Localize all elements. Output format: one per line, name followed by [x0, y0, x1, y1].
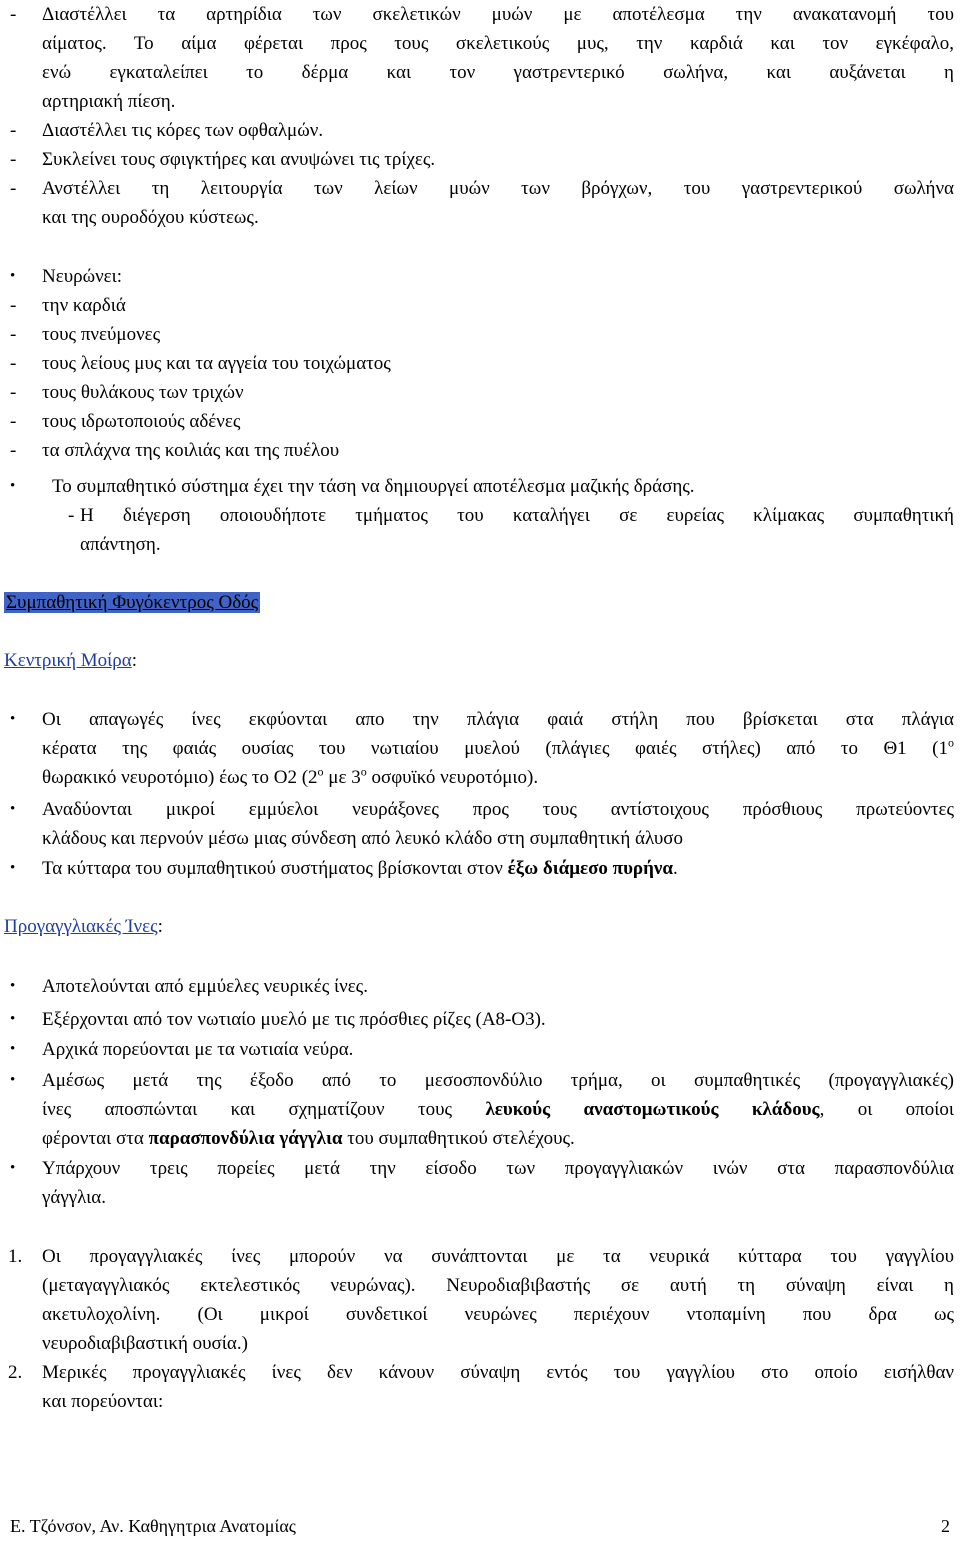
subsection-heading: Προγαγγλιακές Ίνες:	[4, 916, 163, 937]
text-line: φέρονται στα παρασπονδύλια γάγγλια του συμπαθητικού στελέχους.	[42, 1128, 575, 1149]
text-line: Διαστέλλει τις κόρες των οφθαλμών.	[42, 120, 324, 141]
subsection-heading: Κεντρική Μοίρα:	[4, 650, 138, 671]
text-line: αρτηριακή πίεση.	[42, 91, 176, 112]
bullet-marker: •	[10, 801, 16, 817]
list-item: την καρδιά	[42, 295, 126, 316]
text-line: ίνες αποσπώνται και σχηματίζουν τους λευκούς αναστομωτικούς κλάδους, οι οποίοι	[42, 1099, 954, 1120]
dash-marker: -	[10, 411, 17, 432]
bullet-marker: •	[10, 711, 16, 727]
list-number: 2.	[8, 1362, 23, 1383]
list-item: τους θυλάκους των τριχών	[42, 382, 244, 403]
list-item: τους λείους μυς και τα αγγεία του τοιχώματος	[42, 353, 391, 374]
dash-marker: -	[10, 295, 17, 316]
text-line: και πορεύονται:	[42, 1391, 164, 1412]
text-line: απάντηση.	[80, 534, 161, 555]
text-line: Το συμπαθητικό σύστημα έχει την τάση να δημιουργεί αποτέλεσμα μαζικής δράσης.	[52, 476, 695, 497]
text-line: νευροδιαβιβαστική ουσία.)	[42, 1333, 248, 1354]
page-number: 2	[941, 1516, 950, 1536]
text-line: Αποτελούνται από εμμύελες νευρικές ίνες.	[42, 976, 368, 997]
text-line: Μερικές προγαγγλιακές ίνες δεν κάνουν σύναψη εντός του γαγγλίου στο οποίο εισήλθαν	[42, 1362, 954, 1383]
text-line: Οι προγαγγλιακές ίνες μπορούν να συνάπτονται με τα νευρικά κύτταρα του γαγγλίου	[42, 1246, 954, 1267]
dash-marker: -	[10, 149, 17, 170]
text-line: και της ουροδόχου κύστεως.	[42, 207, 259, 228]
text-line: Διαστέλλει τα αρτηρίδια των σκελετικών μυών με αποτέλεσμα την ανακατανομή του	[42, 4, 954, 25]
bullet-marker: •	[10, 478, 16, 494]
text-line: Οι απαγωγές ίνες εκφύονται απο την πλάγια φαιά στήλη που βρίσκεται στα πλάγια	[42, 709, 954, 730]
text-line: θωρακικό νευροτόμιο) έως το Ο2 ($2^o$ με $3^o$ οσφυϊκό νευροτόμιο).	[42, 764, 539, 788]
text-line: ενώ εγκαταλείπει το δέρμα και τον γαστρεντερικό σωλήνα, και αυξάνεται η	[42, 62, 954, 83]
text-line: κέρατα της φαιάς ουσίας του νωτιαίου μυελού (πλάγιες φαιές στήλες) από το Θ1 ($1^o$	[42, 735, 954, 759]
text-line: Αμέσως μετά της έξοδο από το μεσοσπονδύλιο τρήμα, οι συμπαθητικές (προγαγγλιακές)	[42, 1070, 954, 1091]
text-line: ακετυλοχολίνη. (Οι μικροί συνδετικοί νευρώνες περιέχουν ντοπαμίνη που δρα ως	[42, 1304, 954, 1325]
dash-marker: -	[68, 505, 75, 526]
footer-author: Ε. Τζόνσον, Αν. Καθηγητρια Ανατομίας	[10, 1516, 296, 1536]
dash-marker: -	[10, 324, 17, 345]
dash-marker: -	[10, 178, 17, 199]
list-item: τα σπλάχνα της κοιλιάς και της πυέλου	[42, 440, 340, 461]
text-line: Υπάρχουν τρεις πορείες μετά την είσοδο των προγαγγλιακών ινών στα παρασπονδύλια	[42, 1158, 954, 1179]
dash-marker: -	[10, 382, 17, 403]
text-line: Αναδύονται μικροί εμμύελοι νευράξονες προς τους αντίστοιχους πρόσθιους πρωτεύοντες	[42, 799, 954, 820]
list-number: 1.	[8, 1246, 23, 1267]
text-line: αίματος. Το αίμα φέρεται προς τους σκελετικούς μυς, την καρδιά και τον εγκέφαλο,	[42, 33, 954, 54]
bullet-marker: •	[10, 860, 16, 876]
list-item: τους ιδρωτοποιούς αδένες	[42, 411, 241, 432]
section-heading	[4, 588, 260, 617]
dash-marker: -	[10, 4, 17, 25]
text-line: Εξέρχονται από τον νωτιαίο μυελό με τις πρόσθιες ρίζες (Α8-Ο3).	[42, 1009, 546, 1030]
bullet-marker: •	[10, 1041, 16, 1057]
bullet-marker: •	[10, 1160, 16, 1176]
text-line: (μεταγαγγλιακός εκτελεστικός νευρώνας). Νευροδιαβιβαστής σε αυτή τη σύναψη είναι η	[42, 1275, 954, 1296]
text-line: Ανστέλλει τη λειτουργία των λείων μυών των βρόγχων, του γαστρεντερικού σωλήνα	[42, 178, 954, 199]
dash-marker: -	[10, 353, 17, 374]
innervates-title: Νευρώνει:	[42, 266, 123, 287]
text-line: Τα κύτταρα του συμπαθητικού συστήματος βρίσκονται στον έξω διάμεσο πυρήνα.	[42, 858, 678, 879]
text-line: Η διέγερση οποιουδήποτε τμήματος του καταλήγει σε ευρείας κλίμακας συμπαθητική	[80, 505, 954, 526]
text-line: κλάδους και περνούν μέσω μιας σύνδεση από λευκό κλάδο στη συμπαθητική άλυσο	[42, 828, 683, 849]
bullet-marker: •	[10, 268, 16, 284]
dash-marker: -	[10, 120, 17, 141]
text-line: Αρχικά πορεύονται με τα νωτιαία νεύρα.	[42, 1039, 354, 1060]
bullet-marker: •	[10, 1072, 16, 1088]
bullet-marker: •	[10, 1011, 16, 1027]
text-line: γάγγλια.	[42, 1187, 106, 1208]
dash-marker: -	[10, 440, 17, 461]
bullet-marker: •	[10, 978, 16, 994]
highlighted-heading: Συμπαθητική Φυγόκεντρος Οδός	[6, 592, 259, 613]
list-item: τους πνεύμονες	[42, 324, 161, 345]
text-line: Συκλείνει τους σφιγκτήρες και ανυψώνει τις τρίχες.	[42, 149, 436, 170]
